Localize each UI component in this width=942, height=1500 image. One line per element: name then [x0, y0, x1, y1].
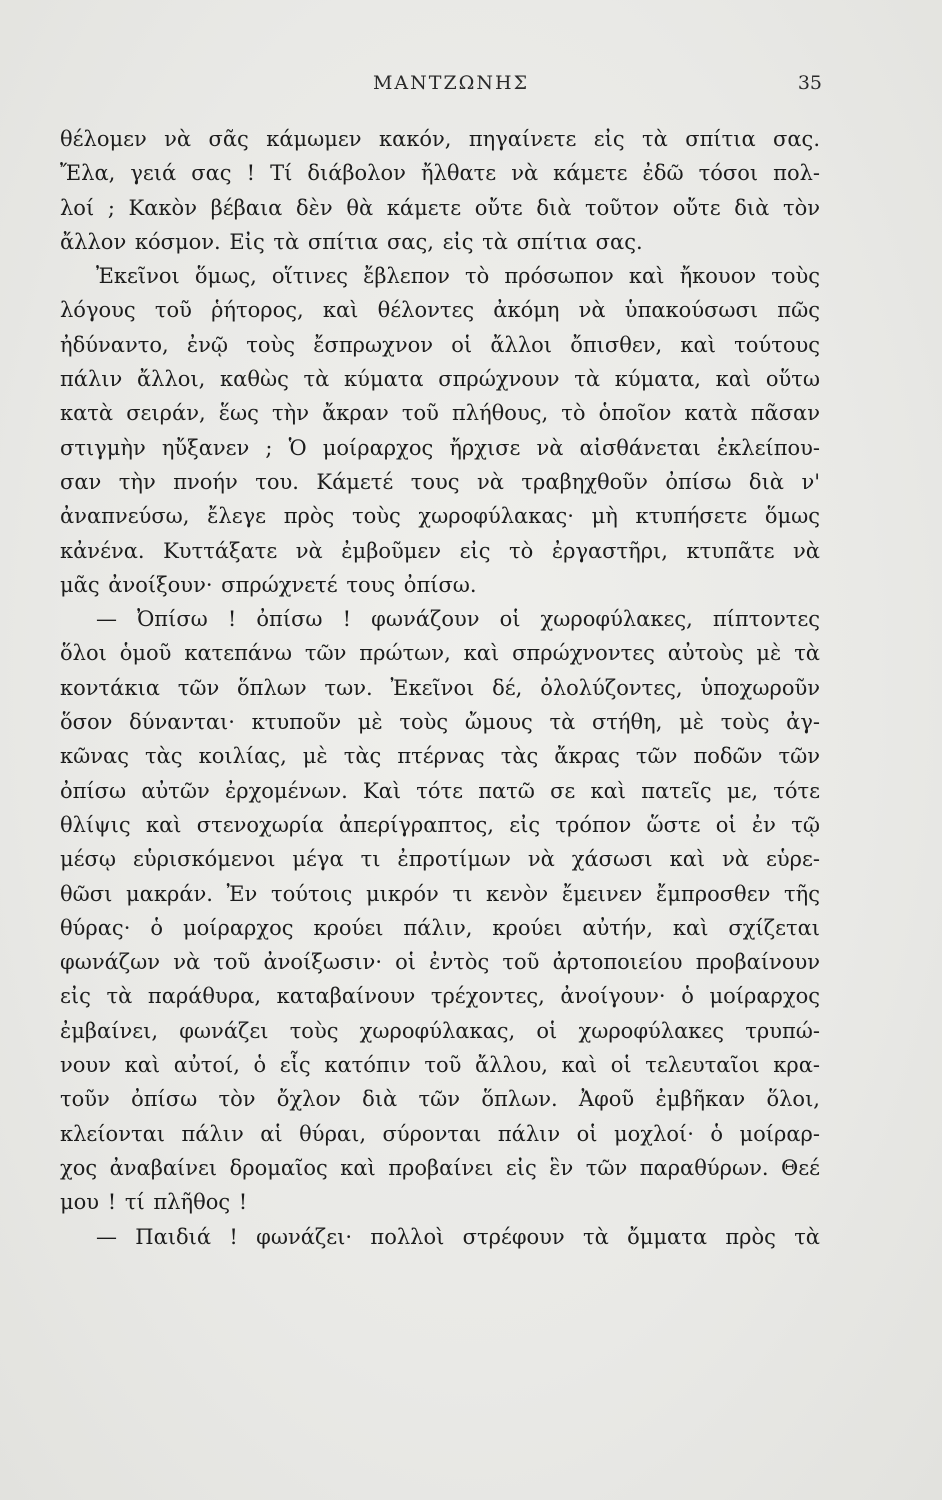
body-text: [60, 122, 820, 1254]
text-line: θέλομεν νὰ σᾶς κάμωμεν κακόν, πηγαίνετε εἰς τὰ σπίτια σας.: [60, 127, 820, 151]
text-line: κοντάκια τῶν ὅπλων των. Ἐκεῖνοι δέ, ὀλολύζοντες, ὑποχωροῦν: [60, 675, 820, 700]
text-line: ὀπίσω αὐτῶν ἐρχομένων. Καὶ τότε πατῶ σε καὶ πατεῖς με, τότε: [60, 778, 820, 803]
text-line: λόγους τοῦ ῥήτορος, καὶ θέλοντες ἀκόμη νὰ ὑπακούσωσι πῶς: [60, 298, 820, 323]
text-line: κἀνένα. Κυττάξατε νὰ ἐμβοῦμεν εἰς τὸ ἐργαστῆρι, κτυπᾶτε νὰ: [60, 538, 820, 563]
text-line: πάλιν ἄλλοι, καθὼς τὰ κύματα σπρώχνουν τὰ κύματα, καὶ οὕτω: [60, 367, 820, 392]
page-number: 35: [797, 72, 822, 94]
text-line: ἄλλον κόσμον. Εἰς τὰ σπίτια σας, εἰς τὰ σπίτια σας.: [60, 229, 643, 254]
text-line: θῶσι μακράν. Ἐν τούτοις μικρόν τι κενὸν ἔμεινεν ἔμπροσθεν τῆς: [60, 881, 820, 906]
text-line: χος ἀναβαίνει δρομαῖος καὶ προβαίνει εἰς ἓν τῶν παραθύρων. Θεέ: [60, 1155, 820, 1180]
text-line: μέσῳ εὑρισκόμενοι μέγα τι ἐπροτίμων νὰ χάσωσι καὶ νὰ εὑρε-: [60, 847, 820, 872]
paragraph-first-line: Ἐκεῖνοι ὅμως, οἵτινες ἔβλεπον τὸ πρόσωπον καὶ ἤκουον τοὺς: [96, 264, 820, 289]
text-line: μᾶς ἀνοίξουν· σπρώχνετέ τους ὀπίσω.: [60, 572, 477, 597]
text-line: θύρας· ὁ μοίραρχος κρούει πάλιν, κρούει αὐτήν, καὶ σχίζεται: [60, 915, 820, 940]
paragraph-first-line: — Παιδιά ! φωνάζει· πολλοὶ στρέφουν τὰ ὄμματα πρὸς τὰ: [96, 1224, 820, 1249]
text-line: μου ! τί πλῆθος !: [60, 1190, 248, 1215]
text-line: ἐμβαίνει, φωνάζει τοὺς χωροφύλακας, οἱ χωροφύλακες τρυπώ-: [60, 1018, 820, 1043]
text-line: ἀναπνεύσω, ἔλεγε πρὸς τοὺς χωροφύλακας· μὴ κτυπήσετε ὅμως: [60, 504, 820, 529]
text-line: λοί ; Κακὸν βέβαια δὲν θὰ κάμετε οὔτε διὰ τοῦτον οὔτε διὰ τὸν: [60, 195, 820, 220]
paragraph-first-line: — Ὀπίσω ! ὀπίσω ! φωνάζουν οἱ χωροφύλακες, πίπτοντες: [96, 607, 820, 632]
page-header: [80, 72, 822, 102]
text-line: νουν καὶ αὐτοί, ὁ εἷς κατόπιν τοῦ ἄλλου, καὶ οἱ τελευταῖοι κρα-: [60, 1053, 820, 1078]
text-line: κλείονται πάλιν αἱ θύραι, σύρονται πάλιν οἱ μοχλοί· ὁ μοίραρ-: [60, 1121, 820, 1146]
text-line: εἰς τὰ παράθυρα, καταβαίνουν τρέχοντες, ἀνοίγουν· ὁ μοίραρχος: [60, 984, 820, 1009]
text-line: Ἔλα, γειά σας ! Τί διάβολον ἤλθατε νὰ κάμετε ἐδῶ τόσοι πολ-: [60, 161, 820, 186]
text-line: ὅλοι ὁμοῦ κατεπάνω τῶν πρώτων, καὶ σπρώχνοντες αὐτοὺς μὲ τὰ: [60, 641, 820, 666]
text-line: στιγμὴν ηὔξανεν ; Ὁ μοίραρχος ἤρχισε νὰ αἰσθάνεται ἐκλείπου-: [60, 435, 820, 460]
text-line: ὅσον δύνανται· κτυποῦν μὲ τοὺς ὤμους τὰ στήθη, μὲ τοὺς ἀγ-: [60, 710, 820, 735]
running-title: ΜΑΝΤΖΩΝΗΣ: [372, 72, 530, 94]
text-line: κατὰ σειράν, ἕως τὴν ἄκραν τοῦ πλήθους, τὸ ὁποῖον κατὰ πᾶσαν: [60, 401, 820, 426]
text-line: ἠδύναντο, ἐνῷ τοὺς ἔσπρωχνον οἱ ἄλλοι ὄπισθεν, καὶ τούτους: [60, 332, 820, 357]
text-line: θλίψις καὶ στενοχωρία ἀπερίγραπτος, εἰς τρόπον ὥστε οἱ ἐν τῷ: [60, 812, 820, 837]
text-line: φωνάζων νὰ τοῦ ἀνοίξωσιν· οἱ ἐντὸς τοῦ ἀρτοποιείου προβαίνουν: [60, 950, 820, 975]
text-line: κῶνας τὰς κοιλίας, μὲ τὰς πτέρνας τὰς ἄκρας τῶν ποδῶν τῶν: [60, 744, 820, 769]
text-line: σαν τὴν πνοήν του. Κάμετέ τους νὰ τραβηχθοῦν ὀπίσω διὰ ν': [60, 469, 820, 494]
text-line: τοῦν ὀπίσω τὸν ὄχλον διὰ τῶν ὅπλων. Ἀφοῦ ἐμβῆκαν ὅλοι,: [60, 1087, 820, 1112]
